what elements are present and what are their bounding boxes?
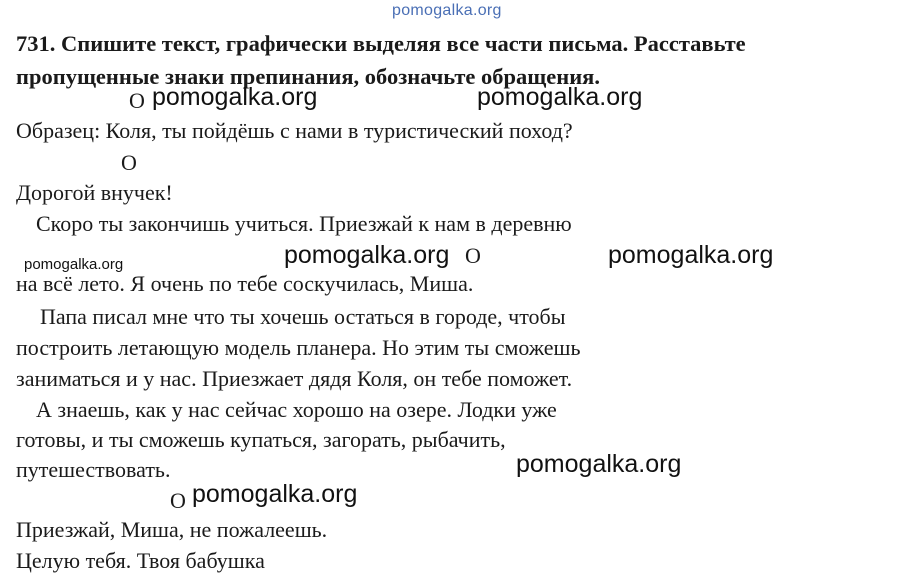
letter-line: построить летающую модель планера. Но этим ты сможешь <box>16 335 581 360</box>
address-mark: О <box>465 243 481 268</box>
letter-line: на всё лето. Я очень по тебе соскучилась, Миша. <box>16 271 474 296</box>
letter-line: готовы, и ты сможешь купаться, загорать, рыбачить, <box>16 427 506 452</box>
letter-signature: Целую тебя. Твоя бабушка <box>16 548 265 573</box>
letter-line: Скоро ты закончишь учиться. Приезжай к нам в деревню <box>36 211 572 236</box>
letter-greeting: Дорогой внучек! <box>16 180 173 205</box>
watermark-text: pomogalka.org <box>477 83 643 111</box>
watermark-text: pomogalka.org <box>608 241 774 269</box>
letter-closing: Приезжай, Миша, не пожалеешь. <box>16 517 328 542</box>
watermark-text: pomogalka.org <box>284 241 450 269</box>
watermark-header: pomogalka.org <box>392 2 502 19</box>
letter-line: путешествовать. <box>16 457 171 482</box>
address-mark: О <box>129 88 145 113</box>
sample-line: Образец: Коля, ты пойдёшь с нами в туристический поход? <box>16 118 573 143</box>
heading-line-2: пропущенные знаки препинания, обозначьте обращения. <box>16 64 600 89</box>
watermark-text: pomogalka.org <box>516 450 682 478</box>
heading-line-1: 731. Спишите текст, графически выделяя все части письма. Расставьте <box>16 31 746 56</box>
address-mark: О <box>121 150 137 175</box>
address-mark: О <box>170 488 186 513</box>
watermark-text: pomogalka.org <box>152 83 318 111</box>
watermark-text: pomogalka.org <box>192 480 358 508</box>
letter-line: А знаешь, как у нас сейчас хорошо на озере. Лодки уже <box>36 397 557 422</box>
letter-line: Папа писал мне что ты хочешь остаться в городе, чтобы <box>40 304 566 329</box>
letter-line: заниматься и у нас. Приезжает дядя Коля, он тебе поможет. <box>16 366 573 391</box>
watermark-text-small: pomogalka.org <box>24 256 124 273</box>
